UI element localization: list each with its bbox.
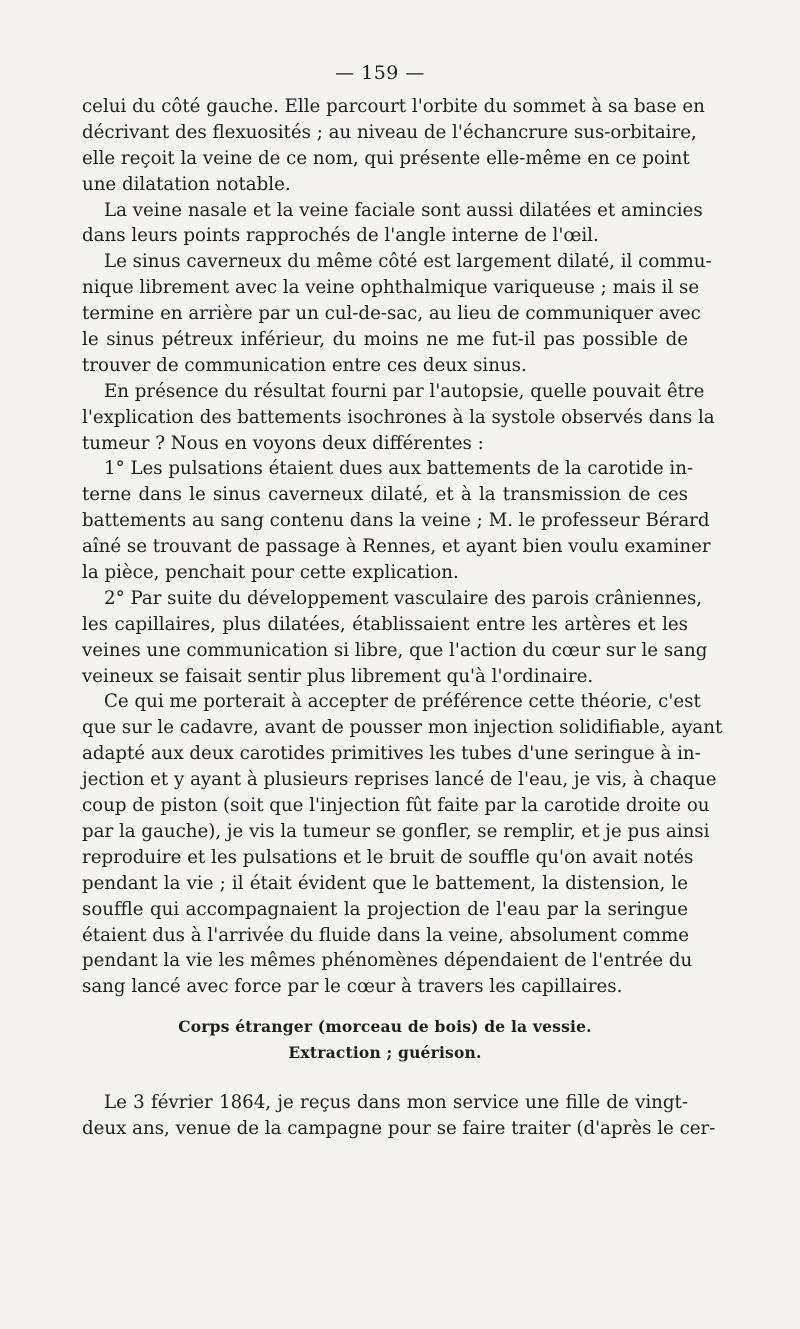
text-line: battements au sang contenu dans la veine ; M. le professeur Bérard	[82, 510, 710, 532]
text-line: aîné se trouvant de passage à Rennes, et ayant bien voulu examiner	[82, 536, 711, 558]
text-line: Le sinus caverneux du même côté est largement dilaté, il commu-	[104, 251, 712, 273]
text-line: nique librement avec la veine ophthalmique variqueuse ; mais il se	[82, 277, 700, 299]
paragraph	[82, 586, 708, 690]
paragraph	[82, 379, 715, 457]
text-line: sang lancé avec force par le cœur à travers les capillaires.	[82, 976, 623, 998]
text-line: pendant la vie les mêmes phénomènes dépendaient de l'entrée du	[82, 950, 693, 972]
paragraph	[82, 456, 711, 585]
text-line: pendant la vie ; il était évident que le battement, la distension, le	[82, 872, 688, 894]
text-line: que sur le cadavre, avant de pousser mon injection solidifiable, ayant	[82, 717, 723, 739]
section-title: Corps étranger (morceau de bois) de la vessie.	[178, 1017, 592, 1037]
text-line: la pièce, penchait pour cette explication.	[82, 562, 459, 584]
text-line: elle reçoit la veine de ce nom, qui présente elle-même en ce point	[82, 147, 690, 169]
text-line: La veine nasale et la veine faciale sont aussi dilatées et amincies	[104, 199, 703, 221]
text-line: coup de piston (soit que l'injection fût faite par la carotide droite ou	[82, 795, 710, 817]
text-line: veineux se faisait sentir plus librement qu'à l'ordinaire.	[82, 665, 594, 687]
paragraph	[82, 198, 703, 250]
text-line: souffle qui accompagnaient la projection de l'eau par la seringue	[82, 898, 688, 920]
text-line: une dilatation notable.	[82, 173, 291, 195]
text-line: celui du côté gauche. Elle parcourt l'orbite du sommet à sa base en	[82, 96, 705, 117]
paragraph	[82, 689, 723, 1000]
text-line: terne dans le sinus caverneux dilaté, et à la transmission de ces	[82, 484, 688, 506]
paragraph	[82, 249, 712, 378]
text-line: le sinus pétreux inférieur, du moins ne me fut-il pas possible de	[82, 329, 688, 351]
page-number: — 159 —	[335, 62, 425, 84]
text-line: deux ans, venue de la campagne pour se faire traiter (d'après le cer-	[82, 1117, 716, 1139]
text-line: tumeur ? Nous en voyons deux différentes :	[82, 432, 484, 454]
text-line: trouver de communication entre ces deux sinus.	[82, 354, 527, 376]
text-line: Ce qui me porterait à accepter de préférence cette théorie, c'est	[104, 691, 701, 713]
section-heading	[82, 1014, 688, 1066]
text-line: étaient dus à l'arrivée du fluide dans la veine, absolument comme	[82, 924, 689, 946]
text-line: décrivant des flexuosités ; au niveau de l'échancrure sus-orbitaire,	[82, 121, 697, 143]
section-subtitle: Extraction ; guérison.	[288, 1043, 482, 1063]
text-line: les capillaires, plus dilatées, établissaient entre les artères et les	[82, 613, 688, 635]
text-line: jection et y ayant à plusieurs reprises lancé de l'eau, je vis, à chaque	[82, 769, 717, 791]
text-line: par la gauche), je vis la tumeur se gonfler, se remplir, et je pus ainsi	[82, 820, 710, 842]
text-line: 1° Les pulsations étaient dues aux battements de la carotide in-	[104, 458, 694, 480]
text-line: reproduire et les pulsations et le bruit de souffle qu'on avait notés	[82, 846, 694, 868]
text-line: 2° Par suite du développement vasculaire des parois crâniennes,	[104, 587, 703, 609]
body-text	[82, 94, 723, 1142]
paragraph	[82, 1090, 716, 1142]
text-line: Le 3 février 1864, je reçus dans mon service une fille de vingt-	[104, 1091, 688, 1113]
text-line: En présence du résultat fourni par l'autopsie, quelle pouvait être	[104, 380, 705, 402]
text-line: l'explication des battements isochrones à la systole observés dans la	[82, 406, 715, 428]
paragraph	[82, 94, 705, 198]
text-line: adapté aux deux carotides primitives les tubes d'une seringue à in-	[82, 743, 701, 765]
text-line: dans leurs points rapprochés de l'angle interne de l'œil.	[82, 225, 599, 247]
text-line: termine en arrière par un cul-de-sac, au lieu de communiquer avec	[82, 303, 701, 325]
text-line: veines une communication si libre, que l'action du cœur sur le sang	[82, 639, 708, 661]
